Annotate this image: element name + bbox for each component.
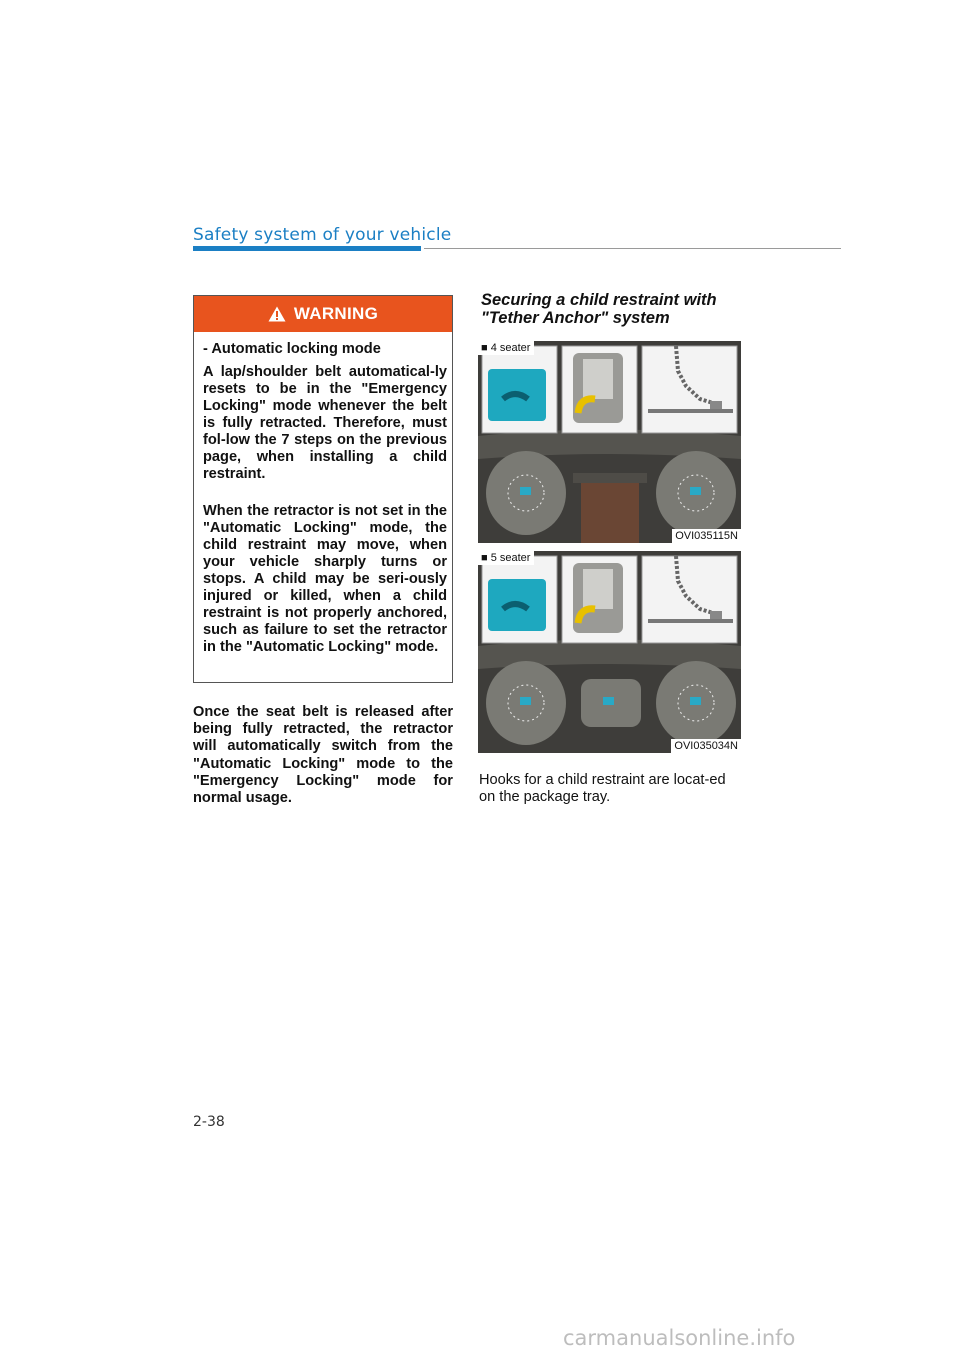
page-number: 2-38 (193, 1114, 225, 1130)
sub-heading: Securing a child restraint with "Tether Anchor" system (481, 291, 717, 327)
tether-anchor-illustration (478, 551, 741, 753)
figure-4-seater (478, 341, 741, 543)
left-body-text: Once the seat belt is released after being fully retracted, the retractor will automatically switch from the "Automatic Locking" mode to the "Emergency Locking" mode for normal usage. (193, 704, 453, 807)
figure-code: OVI035115N (672, 529, 741, 543)
figure-5-seater (478, 551, 741, 753)
tether-anchor-illustration (478, 341, 741, 543)
warning-title: WARNING (293, 304, 379, 323)
warning-header (194, 296, 452, 332)
header-accent-bar (193, 246, 421, 251)
warning-paragraph-2: When the retractor is not set in the "Automatic Locking" mode, the child restraint may move, when your vehicle sharply turns or stops. A child may be seri-ously injured or killed, when a child restraint is not properly anchored, such as failure to set the retractor in the "Automatic Locking" mode. (203, 503, 447, 655)
section-title: Safety system of your vehicle (193, 225, 452, 245)
watermark: carmanualsonline.info (563, 1326, 796, 1350)
warning-box (193, 295, 453, 683)
figure-label: ■ 5 seater (478, 551, 534, 565)
right-body-text: Hooks for a child restraint are locat-ed on the package tray. (479, 772, 726, 806)
header-rule (424, 248, 841, 249)
figure-label: ■ 4 seater (478, 341, 534, 355)
warning-heading: - Automatic locking mode (203, 341, 381, 357)
warning-paragraph-1: A lap/shoulder belt automatical-ly resets to be in the "Emergency Locking" mode whenever the belt is fully retracted. Therefore, must fol-low the 7 steps on the previous page, when installing a child restraint. (203, 364, 447, 482)
warning-triangle-icon (268, 306, 286, 322)
figure-code: OVI035034N (671, 739, 741, 753)
